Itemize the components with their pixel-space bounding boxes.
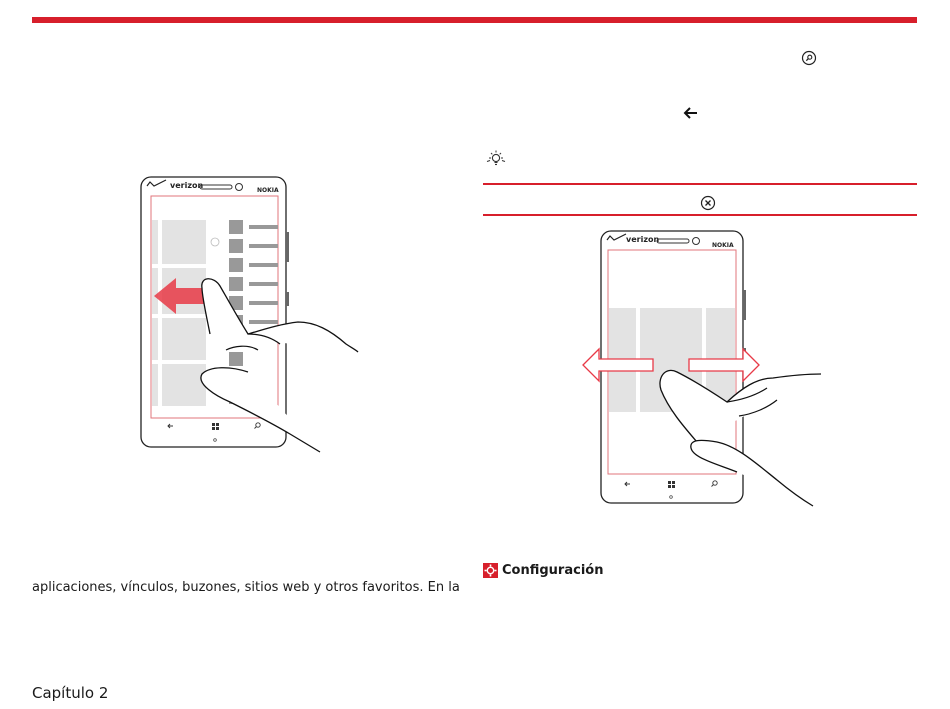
settings-icon [483, 563, 498, 578]
phone-swipe-left-illustration [140, 172, 365, 462]
body-text-line: aplicaciones, vínculos, buzones, sitios web y otros favoritos. En la [32, 580, 460, 595]
close-circle-icon [700, 195, 716, 211]
phone-carrier-logo: verizon [170, 181, 204, 190]
phone-carrier-logo-2: verizon [626, 235, 660, 244]
phone-brand-logo: NOKIA [257, 187, 279, 194]
lightbulb-tip-icon [485, 150, 507, 168]
tip-rule-bottom [483, 214, 917, 216]
phone-brand-logo-2: NOKIA [712, 242, 734, 249]
search-icon [801, 50, 817, 66]
chapter-footer: Capítulo 2 [32, 684, 109, 702]
back-arrow-icon [683, 106, 699, 120]
phone-pan-illustration [577, 228, 827, 508]
top-accent-bar [32, 17, 917, 23]
section-heading: Configuración [502, 563, 604, 578]
tip-rule-top [483, 183, 917, 185]
